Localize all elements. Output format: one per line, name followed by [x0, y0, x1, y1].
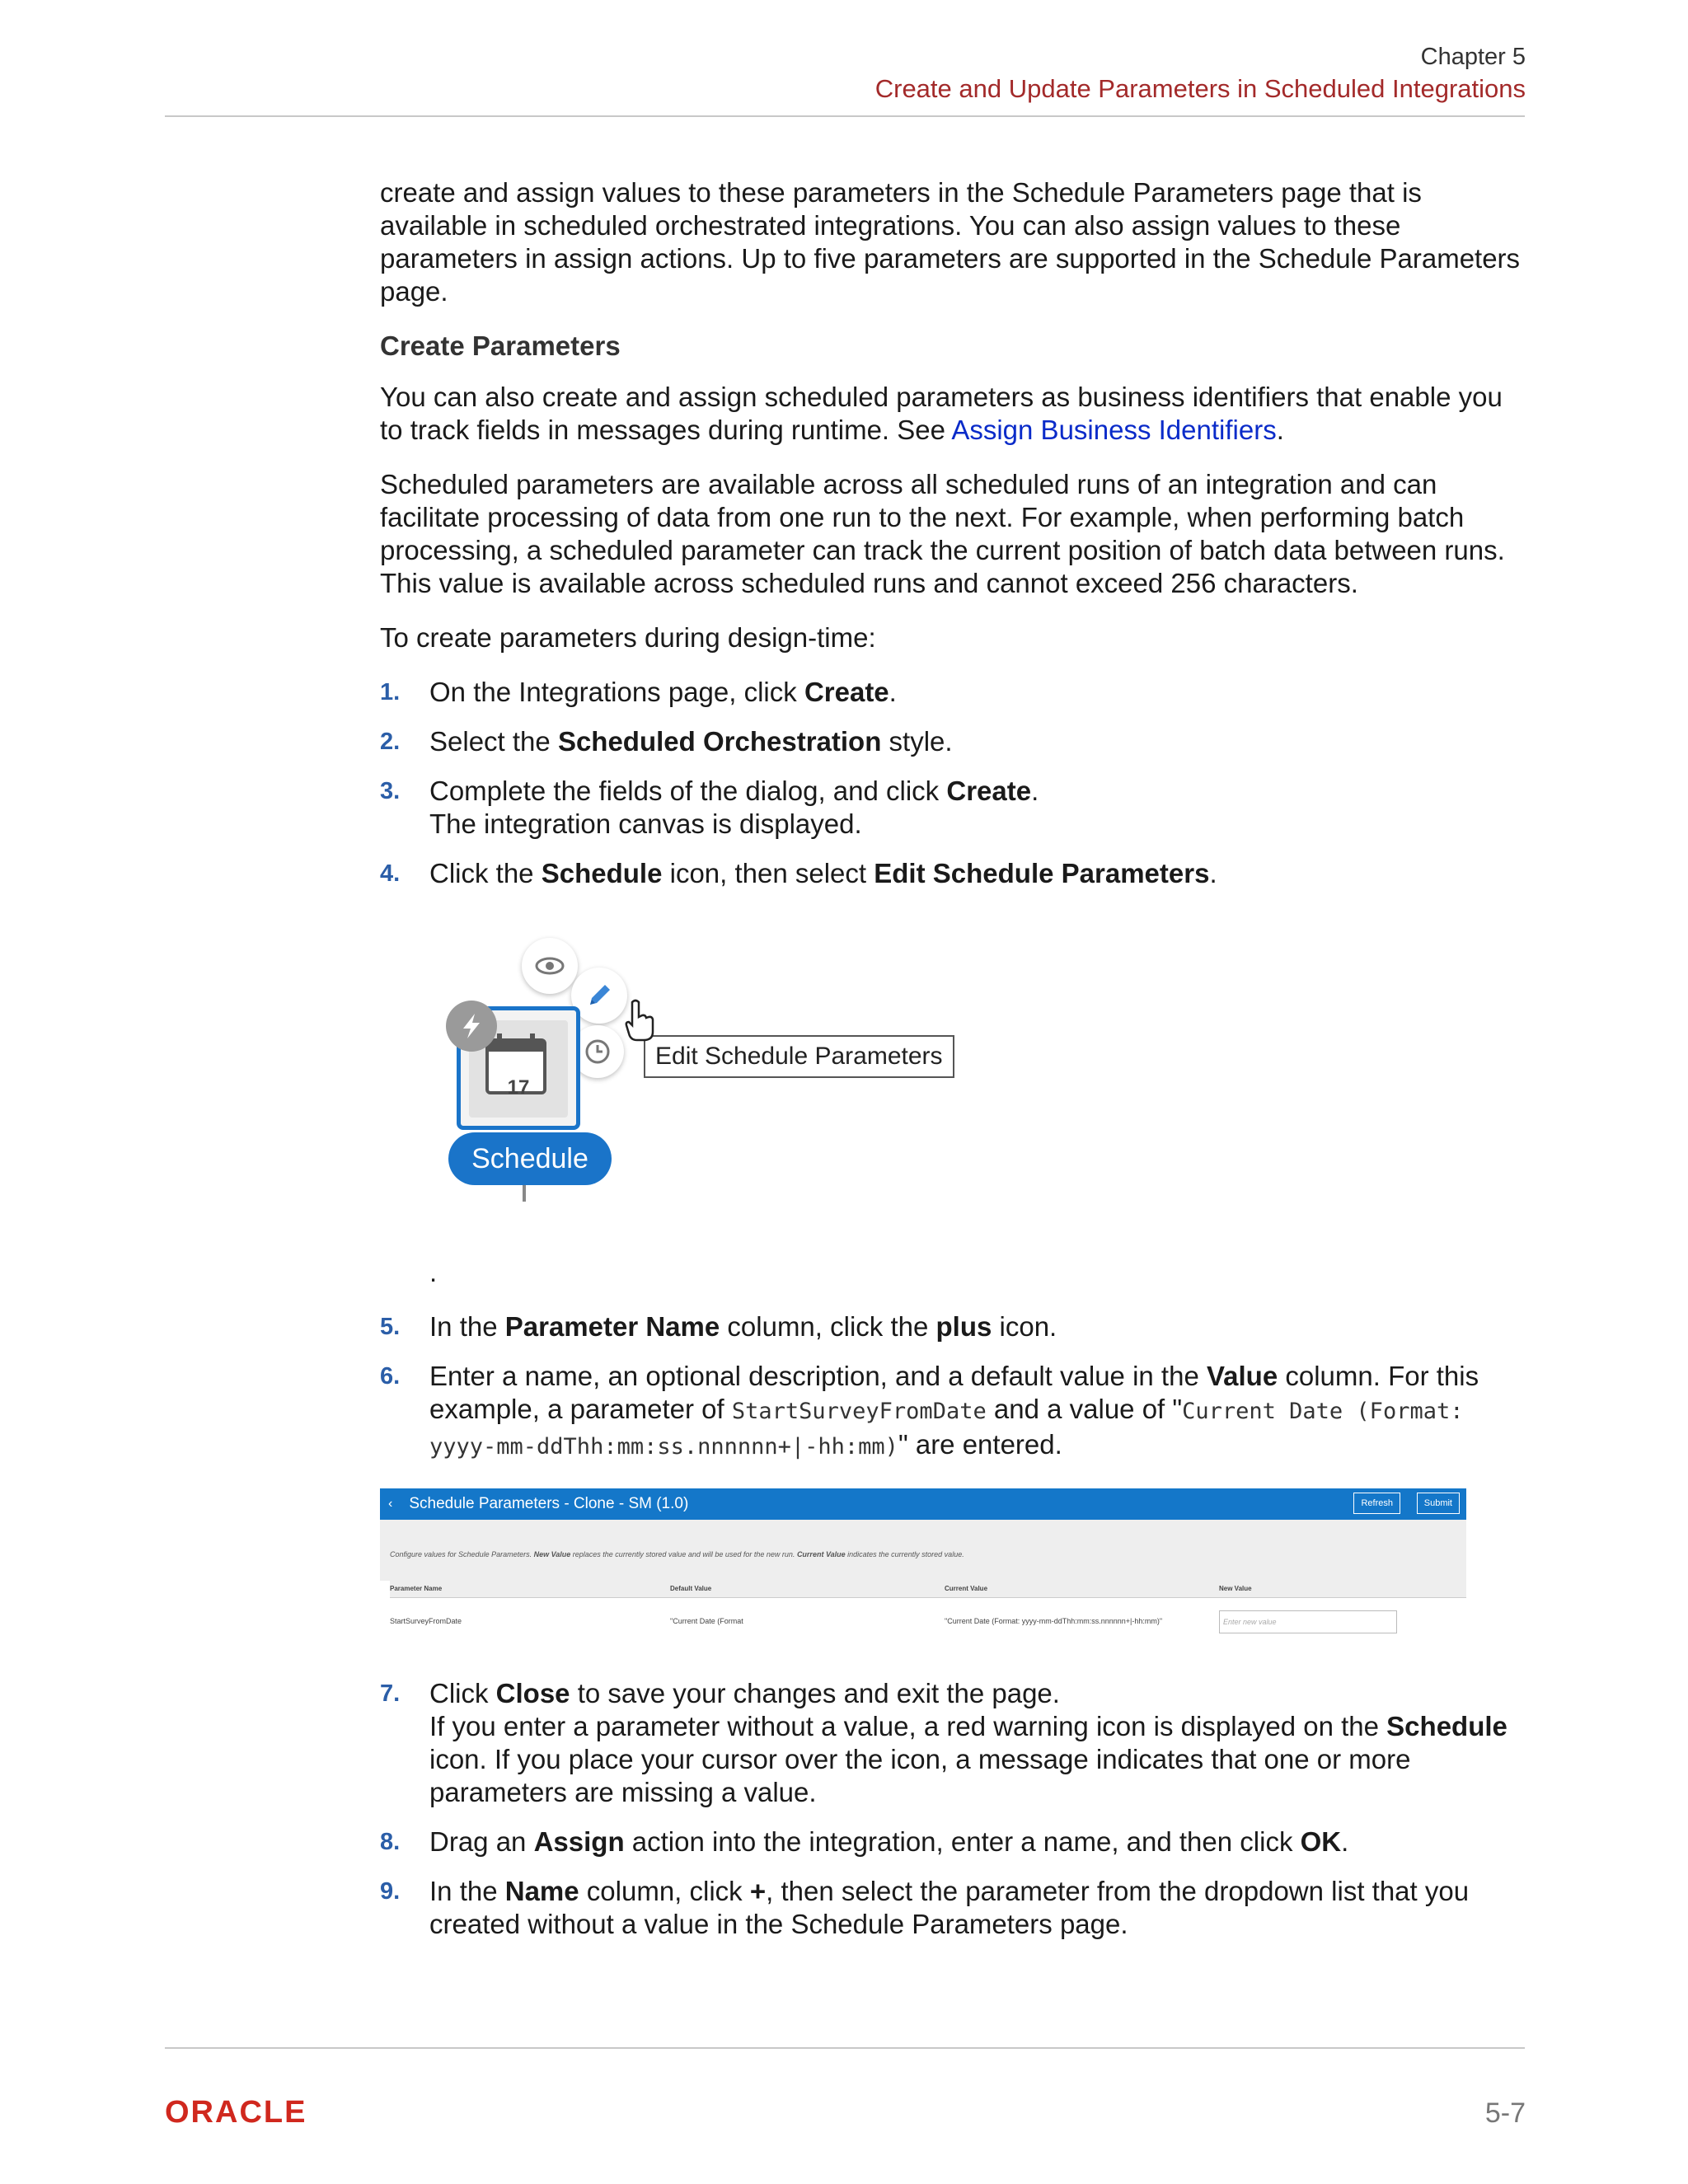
step-8: 8. Drag an Assign action into the integration, enter a name, and then click OK. — [380, 1826, 1349, 1857]
main-content — [380, 176, 1526, 1957]
schedule-parameters-screenshot — [380, 1488, 1466, 1644]
dialog-description: Configure values for Schedule Parameters. New Value replaces the currently stored value and will be used for the new run. Current Value indicates the currently stored value. — [390, 1550, 964, 1558]
edit-schedule-parameters-tooltip: Edit Schedule Parameters — [644, 1035, 954, 1078]
step-2: 2. Select the Scheduled Orchestration style. — [380, 726, 953, 757]
column-header: New Value — [1219, 1581, 1466, 1598]
column-header: Parameter Name — [390, 1581, 670, 1598]
column-header: Current Value — [945, 1581, 1219, 1598]
step-5: 5. In the Parameter Name column, click the plus icon. — [380, 1311, 1057, 1342]
scheduled-parameters-paragraph: Scheduled parameters are available across all scheduled runs of an integration and can facilitate processing of data from one run to the next. For example, when performing batch processing, a scheduled parameter can track the current position of batch data between runs. This value is available across scheduled runs and cannot exceed 256 characters. — [380, 469, 1505, 598]
assign-business-identifiers-link[interactable]: Assign Business Identifiers — [951, 415, 1277, 445]
eye-icon[interactable] — [522, 938, 578, 994]
step-9: 9. In the Name column, click +, then select the parameter from the dropdown list that you created without a value in the Schedule Parameters page. — [380, 1876, 1470, 1939]
step-6: 6. Enter a name, an optional description, and a default value in the Value column. For this example, a parameter of StartSurveyFromDate and a value of "Current Date (Format: yyyy-mm-ddThh:mm:ss.nnnnnn+|-hh:mm)" are entered. ‹ Schedule Parameters - Clone - SM (1.0) Refresh Submit Configure values for Schedule Parameters. New Value replaces the currently stored value and will be used for the new run. Current Value indicates the currently stored value. Parameter Name Default Value Current Value New Value StartSurveyFromDate "Current Date (Format "Current Date (Format: yyyy-mm-ddThh:mm:ss.nnnnnn+|-hh:mm)" Enter new value — [380, 1360, 1526, 1644]
new-value-input[interactable]: Enter new value — [1219, 1610, 1397, 1633]
step-1: 1. On the Integrations page, click Create. — [380, 677, 897, 707]
page-header — [875, 41, 1526, 105]
intro-paragraph: create and assign values to these parameters in the Schedule Parameters page that is available in scheduled orchestrated integrations. You can also assign values to these parameters in assign actions. Up to five parameters are supported in the Schedule Parameters page. — [380, 177, 1521, 307]
chapter-label: Chapter 5 — [1420, 44, 1526, 70]
connector-line — [523, 1185, 526, 1202]
figure-trailing-dot: . — [429, 1257, 438, 1287]
current-value-cell: "Current Date (Format: yyyy-mm-ddThh:mm:ss.nnnnnn+|-hh:mm)" — [945, 1598, 1219, 1644]
footer-divider — [165, 2047, 1525, 2049]
default-value-cell: "Current Date (Format — [670, 1598, 945, 1644]
page-number: 5-7 — [1484, 2097, 1526, 2129]
back-chevron-icon[interactable]: ‹ — [388, 1497, 393, 1511]
dialog-body — [380, 1520, 1466, 1581]
schedule-parameters-titlebar — [380, 1488, 1466, 1520]
step-3: 3. Complete the fields of the dialog, and click Create. The integration canvas is displayed. — [380, 776, 1039, 839]
header-divider — [165, 115, 1525, 117]
column-header: Default Value — [670, 1581, 945, 1598]
steps-list — [380, 676, 1526, 1941]
calendar-day: 17 — [507, 1076, 530, 1099]
step-4: 4. Click the Schedule icon, then select Edit Schedule Parameters. 17 Schedule Edit Schedule Parameters . — [380, 857, 1526, 1289]
business-identifiers-paragraph: You can also create and assign scheduled parameters as business identifiers that enable you to track fields in messages during runtime. See Assign Business Identifiers. — [380, 382, 1503, 445]
hand-cursor-icon — [624, 999, 657, 1043]
refresh-button[interactable]: Refresh — [1353, 1493, 1400, 1514]
parameter-name-cell: StartSurveyFromDate — [390, 1598, 670, 1644]
submit-button[interactable]: Submit — [1417, 1493, 1460, 1514]
schedule-label[interactable]: Schedule — [448, 1132, 612, 1185]
chapter-title: Create and Update Parameters in Scheduled Integrations — [874, 74, 1526, 103]
parameters-table — [380, 1581, 1466, 1644]
oracle-logo: ORACLE — [165, 2095, 307, 2130]
dialog-title: Schedule Parameters - Clone - SM (1.0) — [409, 1495, 689, 1512]
schedule-icon-figure — [429, 928, 957, 1241]
design-time-intro: To create parameters during design-time: — [380, 622, 876, 653]
step-7: 7. Click Close to save your changes and exit the page. If you enter a parameter without a value, a red warning icon is displayed on the Schedule icon. If you place your cursor over the icon, a message indicates that one or more parameters are missing a value. — [380, 1678, 1507, 1807]
section-heading: Create Parameters — [380, 330, 621, 361]
bolt-icon — [446, 1001, 497, 1052]
